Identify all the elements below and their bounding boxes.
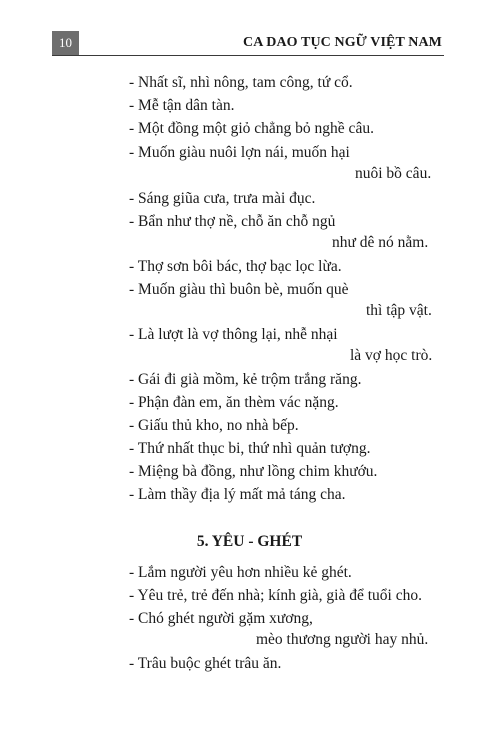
proverb-line: - Lắm người yêu hơn nhiều kẻ ghét. [129, 564, 352, 581]
proverb-line: - Muốn giàu nuôi lợn nái, muốn hại [129, 144, 350, 161]
running-title: CA DAO TỤC NGỮ VIỆT NAM [243, 35, 442, 50]
proverb-line: - Mễ tận dân tàn. [129, 97, 235, 114]
proverb-line: - Thứ nhất thục bi, thứ nhì quản tượng. [129, 440, 371, 457]
page-header [52, 31, 444, 56]
proverb-line: - Một đồng một giỏ chẳng bỏ nghề câu. [129, 120, 374, 137]
proverb-line: - Phận đàn em, ăn thèm vác nặng. [129, 394, 339, 411]
proverb-line: - Yêu trẻ, trẻ đến nhà; kính già, già để tuổi cho. [129, 587, 422, 604]
proverb-continuation: thì tập vật. [366, 302, 432, 319]
proverb-line: - Là lượt là vợ thông lại, nhễ nhại [129, 326, 338, 343]
proverb-line: - Bẩn như thợ nề, chỗ ăn chỗ ngủ [129, 213, 336, 230]
proverb-continuation: là vợ học trò. [350, 347, 433, 364]
page-number: 10 [52, 31, 79, 55]
proverb-line: - Muốn giàu thì buôn bè, muốn què [129, 281, 349, 298]
proverb-line: - Làm thầy địa lý mất mả táng cha. [129, 486, 346, 503]
proverb-continuation: mèo thương người hay nhủ. [256, 631, 429, 648]
proverb-line: - Miệng bà đồng, như lồng chim khướu. [129, 463, 378, 480]
proverb-continuation: như dê nó nằm. [332, 234, 429, 251]
proverb-line: - Giấu thủ kho, no nhà bếp. [129, 417, 299, 434]
proverb-line: - Chó ghét người gặm xương, [129, 610, 313, 627]
section-heading: 5. YÊU - GHÉT [196, 533, 303, 550]
proverb-line: - Sáng giũa cưa, trưa mài đục. [129, 190, 316, 207]
proverb-line: - Trâu buộc ghét trâu ăn. [129, 655, 282, 672]
proverb-continuation: nuôi bồ câu. [355, 165, 432, 182]
proverb-line: - Nhất sĩ, nhì nông, tam công, tứ cổ. [129, 74, 353, 91]
proverb-line: - Gái đi già mồm, kẻ trộm trắng răng. [129, 371, 362, 388]
proverb-line: - Thợ sơn bôi bác, thợ bạc lọc lừa. [129, 258, 342, 275]
